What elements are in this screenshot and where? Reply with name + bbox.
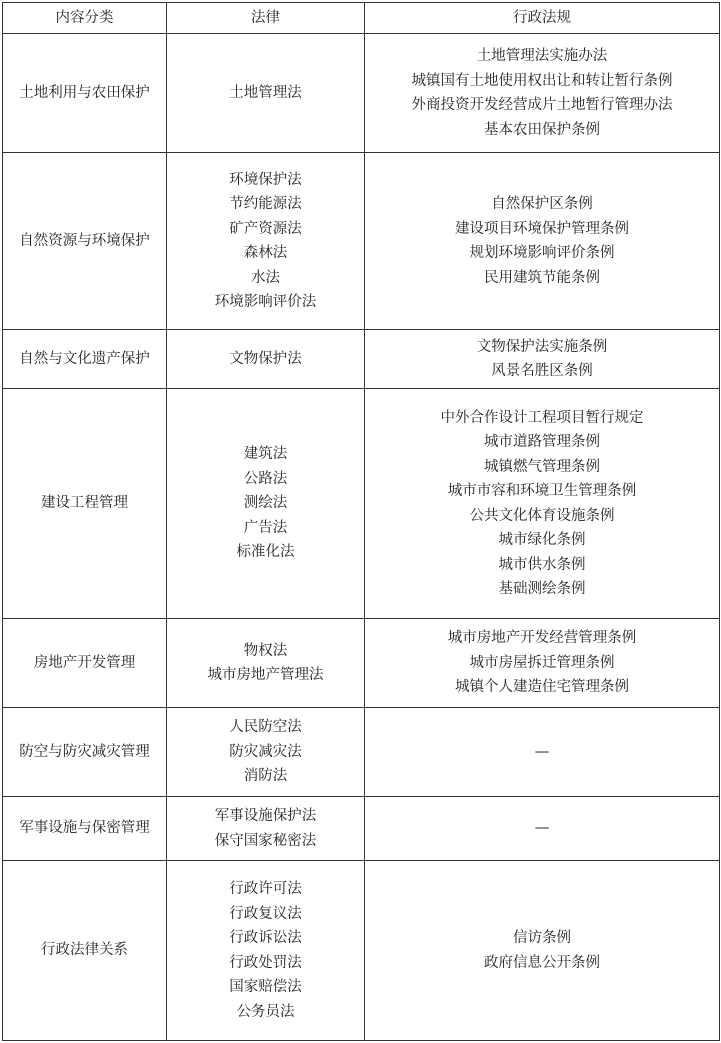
category-label: 建设工程管理 [41,495,128,512]
laws-cell [167,330,365,389]
category-cell [3,708,167,797]
law-item: 环境保护法 [229,171,302,188]
laws-cell [167,619,365,708]
table-row [3,619,720,708]
regulation-item: — [534,820,550,837]
law-item: 城市房地产管理法 [207,667,324,683]
law-item: 物权法 [243,642,288,659]
category-cell [3,389,167,619]
regulation-item: 城市房地产开发经营管理条例 [447,630,637,647]
law-item: 建筑法 [243,446,288,463]
regulations-cell [365,330,720,389]
regulation-item: 中外合作设计工程项目暂行规定 [440,409,644,426]
regulation-item: 城市供水条例 [498,556,586,573]
category-label: 房地产开发管理 [33,654,136,671]
law-item: 公路法 [243,470,288,487]
regulation-item: 城镇个人建造住宅管理条例 [455,679,629,696]
header-laws: 法律 [167,3,365,34]
regulations-cell [365,708,720,797]
regulation-item: 信访条例 [513,930,571,946]
regulation-item: 文物保护法实施条例 [476,338,608,355]
regulations-cell [365,619,720,708]
law-item: 文物保护法 [229,350,302,367]
category-cell [3,330,167,389]
law-item: 测绘法 [243,495,288,512]
regulations-table [2,2,720,1041]
laws-cell [167,34,365,153]
category-label: 军事设施与保密管理 [19,820,150,837]
category-cell [3,797,167,861]
laws-cell [167,861,365,1041]
law-item: 人民防空法 [229,719,302,736]
law-item: 保守国家秘密法 [214,832,317,849]
category-cell [3,619,167,708]
law-item: 土地管理法 [229,84,302,101]
law-item: 环境影响评价法 [214,294,317,310]
law-item: 行政复议法 [229,905,302,922]
laws-cell [167,153,365,330]
category-label: 行政法律关系 [41,942,128,959]
table-row [3,389,720,619]
regulation-item: 城市绿化条例 [498,532,586,548]
regulations-cell [365,389,720,619]
category-label: 自然资源与环境保护 [19,232,150,249]
law-item: 森林法 [243,245,288,261]
regulation-item: 城镇国有土地使用权出让和转让暂行条例 [411,72,673,89]
table-row [3,330,720,389]
law-item: 节约能源法 [229,196,302,212]
regulations-cell [365,34,720,153]
regulation-item: 自然保护区条例 [491,196,593,212]
regulations-cell [365,153,720,330]
category-cell [3,861,167,1041]
law-item: 公务员法 [236,1003,295,1020]
regulation-item: 规划环境影响评价条例 [469,245,615,261]
law-item: 行政许可法 [229,881,302,897]
law-item: 水法 [251,269,280,286]
law-item: 防灾减灾法 [229,743,302,760]
header-regulations: 行政法规 [365,3,720,34]
table-row [3,708,720,797]
regulation-item: 民用建筑节能条例 [484,269,600,286]
regulation-item: 基础测绘条例 [498,581,586,597]
law-item: 行政诉讼法 [229,930,302,946]
category-label: 自然与文化遗产保护 [19,350,150,367]
regulation-item: 城镇燃气管理条例 [484,458,600,475]
law-item: 标准化法 [236,544,295,561]
category-cell [3,34,167,153]
table-row [3,797,720,861]
regulation-item: 城市道路管理条例 [484,434,600,450]
header-category: 内容分类 [3,3,167,34]
laws-cell [167,797,365,861]
table-row [3,153,720,330]
category-label: 土地利用与农田保护 [19,84,150,101]
regulation-item: 建设项目环境保护管理条例 [455,220,629,237]
table-row [3,34,720,153]
law-item: 军事设施保护法 [214,808,317,824]
law-item: 矿产资源法 [229,220,302,237]
regulation-item: 风景名胜区条例 [491,363,593,379]
law-item: 国家赔偿法 [229,979,302,995]
law-item: 行政处罚法 [229,954,302,971]
laws-cell [167,389,365,619]
regulation-item: 外商投资开发经营成片土地暂行管理办法 [411,97,673,113]
regulation-item: 公共文化体育设施条例 [469,507,615,524]
regulation-item: — [534,743,550,760]
table-row [3,861,720,1041]
regulation-item: 城市市容和环境卫生管理条例 [447,483,637,499]
laws-cell [167,708,365,797]
regulation-item: 基本农田保护条例 [484,121,600,138]
header-row [3,3,720,34]
category-label: 防空与防灾减灾管理 [19,743,150,760]
regulations-cell [365,797,720,861]
regulation-item: 城市房屋拆迁管理条例 [469,654,615,671]
regulation-item: 土地管理法实施办法 [476,48,608,64]
regulations-cell [365,861,720,1041]
category-cell [3,153,167,330]
law-item: 广告法 [243,519,288,536]
regulation-item: 政府信息公开条例 [484,954,600,971]
law-item: 消防法 [243,768,288,785]
